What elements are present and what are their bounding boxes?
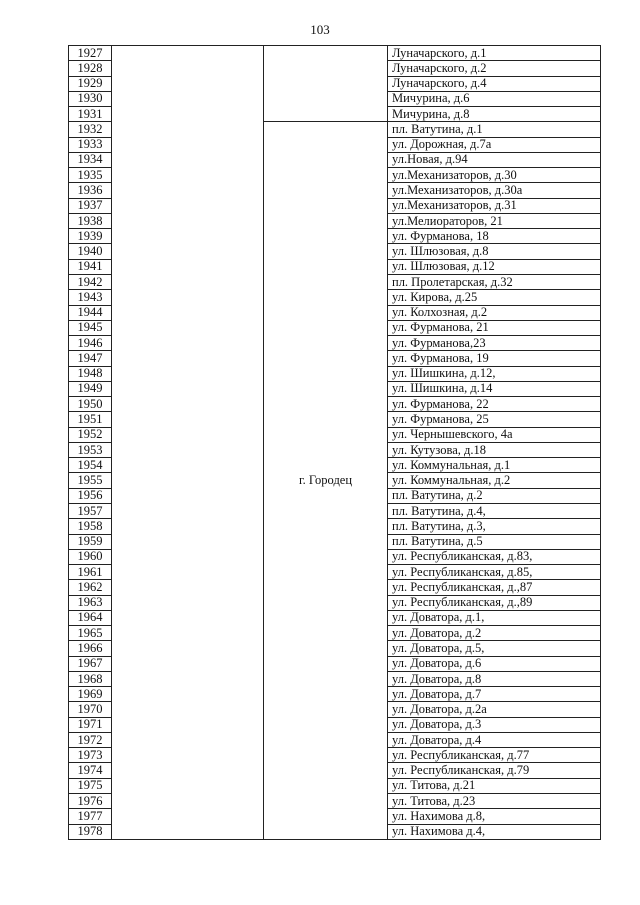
row-number: 1945 bbox=[69, 320, 112, 335]
address-table bbox=[68, 45, 601, 840]
row-number: 1939 bbox=[69, 229, 112, 244]
address-cell: ул. Республиканская, д.83, bbox=[388, 549, 601, 564]
row-number: 1948 bbox=[69, 366, 112, 381]
address-cell: Луначарского, д.2 bbox=[388, 61, 601, 76]
address-cell: ул. Нахимова д.8, bbox=[388, 809, 601, 824]
row-number: 1977 bbox=[69, 809, 112, 824]
address-cell: ул. Шишкина, д.14 bbox=[388, 381, 601, 396]
row-number: 1931 bbox=[69, 107, 112, 122]
row-number: 1949 bbox=[69, 381, 112, 396]
address-cell: пл. Ватутина, д.5 bbox=[388, 534, 601, 549]
row-number: 1947 bbox=[69, 351, 112, 366]
row-number: 1940 bbox=[69, 244, 112, 259]
address-cell: ул.Новая, д.94 bbox=[388, 152, 601, 167]
address-cell: ул. Коммунальная, д.1 bbox=[388, 458, 601, 473]
address-cell: ул. Фурманова, 18 bbox=[388, 229, 601, 244]
address-cell: ул. Титова, д.23 bbox=[388, 794, 601, 809]
address-cell: Луначарского, д.1 bbox=[388, 46, 601, 61]
address-cell: ул. Фурманова, 22 bbox=[388, 397, 601, 412]
row-number: 1966 bbox=[69, 641, 112, 656]
address-cell: ул. Республиканская, д.,87 bbox=[388, 580, 601, 595]
row-number: 1955 bbox=[69, 473, 112, 488]
address-cell: ул. Доватора, д.6 bbox=[388, 656, 601, 671]
address-cell: ул. Доватора, д.1, bbox=[388, 610, 601, 625]
address-cell: ул. Доватора, д.7 bbox=[388, 687, 601, 702]
address-cell: ул. Доватора, д.2а bbox=[388, 702, 601, 717]
address-cell: ул. Чернышевского, 4а bbox=[388, 427, 601, 442]
address-cell: пл. Ватутина, д.4, bbox=[388, 503, 601, 518]
row-number: 1975 bbox=[69, 778, 112, 793]
address-cell: ул. Колхозная, д.2 bbox=[388, 305, 601, 320]
row-number: 1976 bbox=[69, 794, 112, 809]
row-number: 1929 bbox=[69, 76, 112, 91]
address-cell: ул. Кутузова, д.18 bbox=[388, 442, 601, 457]
row-number: 1967 bbox=[69, 656, 112, 671]
address-cell: ул. Республиканская, д.77 bbox=[388, 748, 601, 763]
row-number: 1935 bbox=[69, 168, 112, 183]
address-cell: ул. Дорожная, д.7а bbox=[388, 137, 601, 152]
row-number: 1972 bbox=[69, 732, 112, 747]
row-number: 1954 bbox=[69, 458, 112, 473]
address-cell: ул.Механизаторов, д.30а bbox=[388, 183, 601, 198]
row-number: 1943 bbox=[69, 290, 112, 305]
row-number: 1978 bbox=[69, 824, 112, 839]
row-number: 1960 bbox=[69, 549, 112, 564]
address-cell: ул. Шлюзовая, д.12 bbox=[388, 259, 601, 274]
address-cell: ул. Республиканская, д.85, bbox=[388, 565, 601, 580]
row-number: 1968 bbox=[69, 671, 112, 686]
row-number: 1962 bbox=[69, 580, 112, 595]
address-cell: Луначарского, д.4 bbox=[388, 76, 601, 91]
row-number: 1941 bbox=[69, 259, 112, 274]
row-number: 1934 bbox=[69, 152, 112, 167]
row-number: 1956 bbox=[69, 488, 112, 503]
address-cell: ул. Республиканская, д.,89 bbox=[388, 595, 601, 610]
row-number: 1965 bbox=[69, 626, 112, 641]
row-number: 1927 bbox=[69, 46, 112, 61]
address-cell: пл. Ватутина, д.2 bbox=[388, 488, 601, 503]
row-number: 1936 bbox=[69, 183, 112, 198]
row-number: 1959 bbox=[69, 534, 112, 549]
address-cell: ул.Механизаторов, д.30 bbox=[388, 168, 601, 183]
row-number: 1961 bbox=[69, 565, 112, 580]
address-cell: ул. Доватора, д.2 bbox=[388, 626, 601, 641]
row-number: 1969 bbox=[69, 687, 112, 702]
row-number: 1951 bbox=[69, 412, 112, 427]
row-number: 1938 bbox=[69, 213, 112, 228]
row-number: 1964 bbox=[69, 610, 112, 625]
row-number: 1946 bbox=[69, 336, 112, 351]
address-cell: ул. Фурманова, 25 bbox=[388, 412, 601, 427]
address-table-body bbox=[69, 46, 601, 840]
address-cell: ул. Фурманова, 21 bbox=[388, 320, 601, 335]
address-cell: пл. Ватутина, д.3, bbox=[388, 519, 601, 534]
address-cell: Мичурина, д.8 bbox=[388, 107, 601, 122]
row-number: 1937 bbox=[69, 198, 112, 213]
row-number: 1942 bbox=[69, 274, 112, 289]
row-number: 1952 bbox=[69, 427, 112, 442]
address-cell: Мичурина, д.6 bbox=[388, 91, 601, 106]
row-number: 1957 bbox=[69, 503, 112, 518]
address-cell: ул.Механизаторов, д.31 bbox=[388, 198, 601, 213]
row-number: 1973 bbox=[69, 748, 112, 763]
row-number: 1974 bbox=[69, 763, 112, 778]
address-cell: ул. Шишкина, д.12, bbox=[388, 366, 601, 381]
row-number: 1958 bbox=[69, 519, 112, 534]
address-cell: пл. Пролетарская, д.32 bbox=[388, 274, 601, 289]
settlement-cell-previous bbox=[264, 46, 388, 122]
address-cell: пл. Ватутина, д.1 bbox=[388, 122, 601, 137]
row-number: 1933 bbox=[69, 137, 112, 152]
address-cell: ул. Титова, д.21 bbox=[388, 778, 601, 793]
row-number: 1971 bbox=[69, 717, 112, 732]
address-cell: ул. Фурманова, 19 bbox=[388, 351, 601, 366]
address-cell: ул. Доватора, д.4 bbox=[388, 732, 601, 747]
row-number: 1950 bbox=[69, 397, 112, 412]
row-number: 1930 bbox=[69, 91, 112, 106]
settlement-cell-gorodets: г. Городец bbox=[264, 122, 388, 839]
row-number: 1970 bbox=[69, 702, 112, 717]
address-cell: ул. Нахимова д.4, bbox=[388, 824, 601, 839]
row-number: 1953 bbox=[69, 442, 112, 457]
page-number: 103 bbox=[310, 22, 330, 37]
district-cell bbox=[112, 46, 264, 840]
address-cell: ул. Доватора, д.3 bbox=[388, 717, 601, 732]
address-cell: ул. Кирова, д.25 bbox=[388, 290, 601, 305]
address-cell: ул. Шлюзовая, д.8 bbox=[388, 244, 601, 259]
address-cell: ул. Доватора, д.8 bbox=[388, 671, 601, 686]
address-cell: ул. Фурманова,23 bbox=[388, 336, 601, 351]
address-cell: ул. Республиканская, д.79 bbox=[388, 763, 601, 778]
address-cell: ул. Коммунальная, д.2 bbox=[388, 473, 601, 488]
row-number: 1932 bbox=[69, 122, 112, 137]
table-row bbox=[69, 46, 601, 61]
row-number: 1944 bbox=[69, 305, 112, 320]
row-number: 1963 bbox=[69, 595, 112, 610]
address-cell: ул.Мелиораторов, 21 bbox=[388, 213, 601, 228]
address-cell: ул. Доватора, д.5, bbox=[388, 641, 601, 656]
row-number: 1928 bbox=[69, 61, 112, 76]
